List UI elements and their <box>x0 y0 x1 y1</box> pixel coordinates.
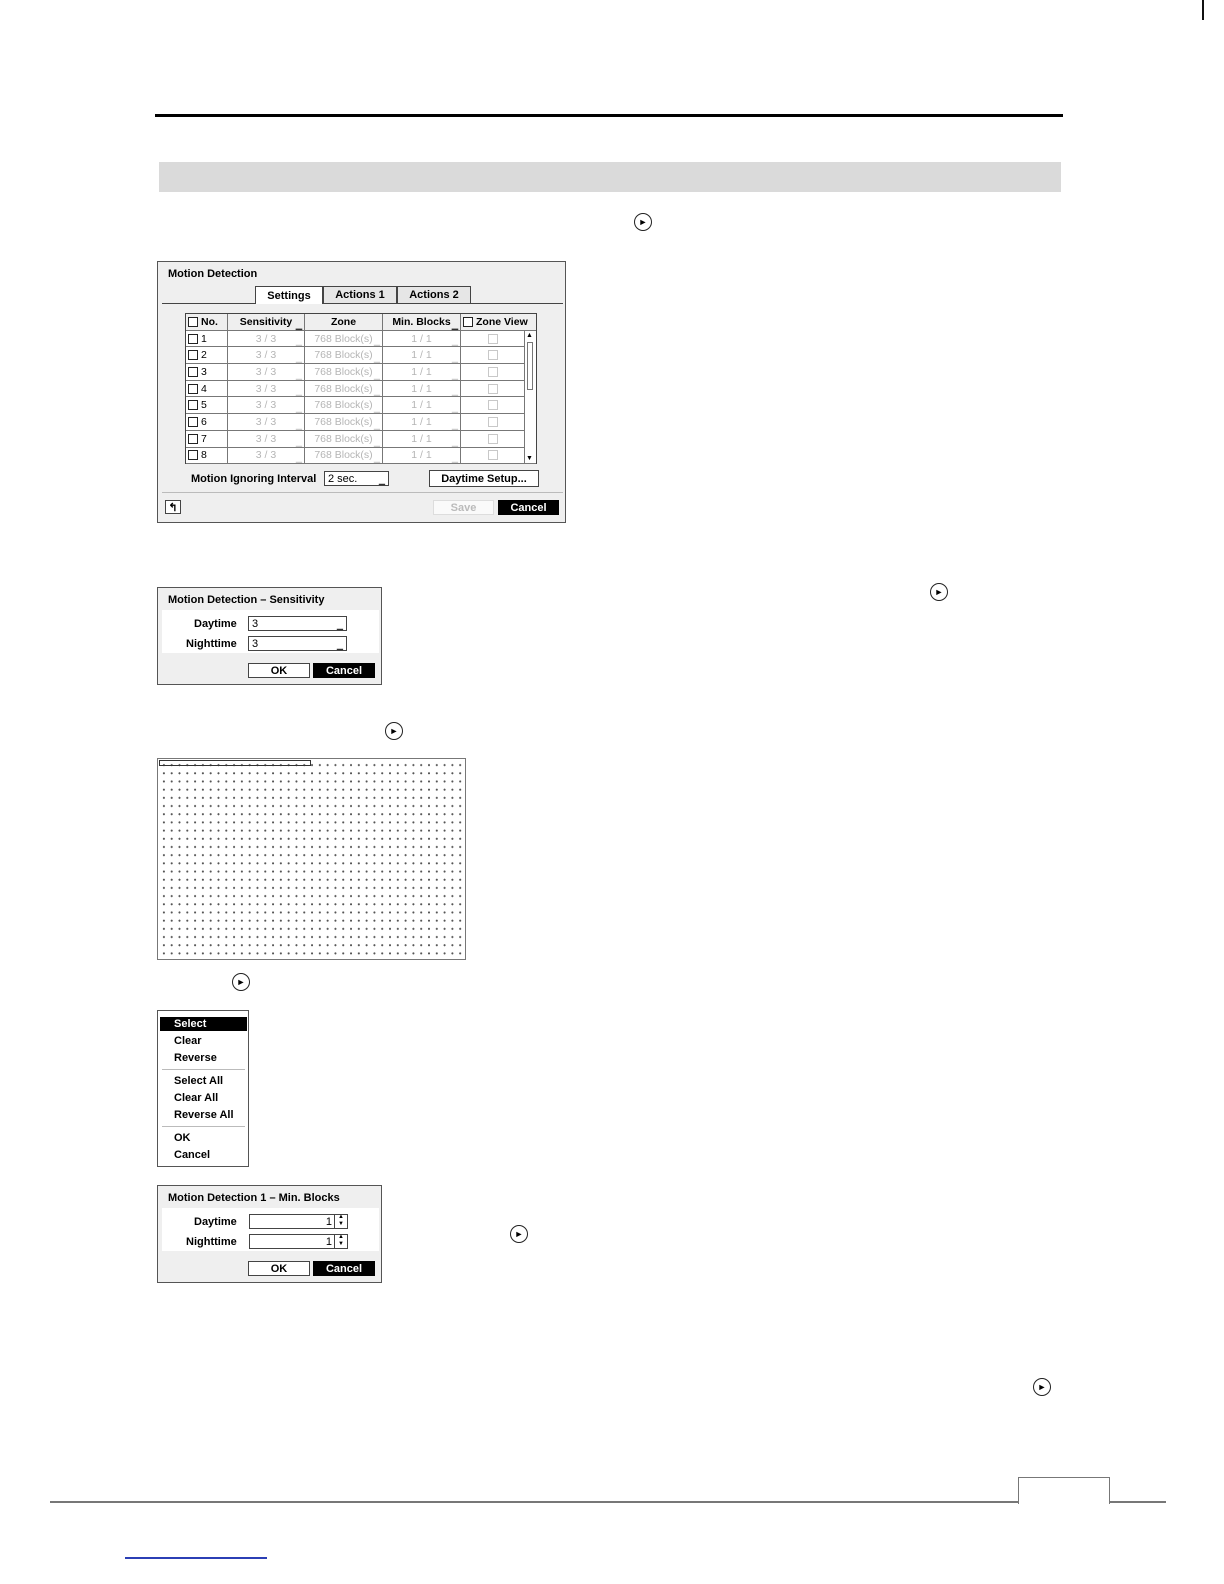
daytime-select[interactable]: 3 ▁ <box>248 616 347 631</box>
interval-label: Motion Ignoring Interval <box>191 473 317 485</box>
row-zone-view-cell[interactable] <box>461 448 525 464</box>
table-body <box>186 331 536 465</box>
row-sensitivity-cell[interactable]: 3 / 3 ▁ <box>228 431 305 447</box>
dropdown-icon: ▁ <box>373 354 380 364</box>
row-checkbox[interactable] <box>188 400 198 410</box>
zone-block-grid[interactable] <box>157 758 466 960</box>
cancel-button[interactable]: Cancel <box>313 1261 375 1276</box>
row-zone-view-cell[interactable] <box>461 347 525 363</box>
table-row[interactable] <box>186 364 536 381</box>
dropdown-icon: ▁ <box>295 337 302 347</box>
table-header <box>186 314 536 331</box>
row-sensitivity-cell[interactable]: 3 / 3 ▁ <box>228 347 305 363</box>
dropdown-icon: ▁ <box>336 641 343 650</box>
menu-divider <box>162 1126 245 1127</box>
nighttime-label: Nighttime <box>186 638 237 650</box>
table-scrollbar[interactable] <box>524 331 536 463</box>
menu-item-reverse[interactable]: Reverse <box>174 1052 217 1064</box>
row-min-blocks-cell[interactable]: 1 / 1 ▁ <box>383 397 461 413</box>
dialog-title: Motion Detection 1 – Min. Blocks <box>168 1192 340 1204</box>
zone-view-checkbox[interactable] <box>488 334 498 344</box>
row-zone-cell[interactable]: 768 Block(s) ▁ <box>305 431 383 447</box>
play-pause-icon: ► <box>385 722 403 740</box>
row-sensitivity-cell[interactable]: 3 / 3 ▁ <box>228 381 305 397</box>
dropdown-icon: ▁ <box>373 387 380 397</box>
table-row[interactable] <box>186 414 536 431</box>
tab-settings[interactable]: Settings <box>255 286 323 304</box>
dropdown-icon: ▁ <box>373 437 380 447</box>
dropdown-icon: ▁ <box>295 404 302 414</box>
zone-view-checkbox[interactable] <box>488 417 498 427</box>
tab-baseline <box>162 303 563 304</box>
save-button[interactable]: Save <box>433 500 494 515</box>
row-zone-cell[interactable]: 768 Block(s) ▁ <box>305 414 383 430</box>
zone-view-all-checkbox[interactable] <box>463 317 473 327</box>
row-no-cell[interactable]: 6 <box>186 414 228 430</box>
scroll-up-icon[interactable]: ▲ <box>526 332 533 339</box>
play-pause-icon: ► <box>510 1225 528 1243</box>
nighttime-label: Nighttime <box>186 1236 237 1248</box>
zone-popup-menu <box>157 1010 249 1167</box>
zone-view-checkbox[interactable] <box>488 400 498 410</box>
dropdown-icon: ▁ <box>295 437 302 447</box>
play-pause-icon: ► <box>1033 1378 1051 1396</box>
row-sensitivity-cell[interactable]: 3 / 3 ▁ <box>228 364 305 380</box>
menu-item-clear[interactable]: Clear <box>174 1035 202 1047</box>
row-no-cell[interactable]: 8 <box>186 448 228 464</box>
dropdown-icon: ▁ <box>451 354 458 364</box>
footer-rule <box>50 1501 1166 1503</box>
dropdown-icon: ▁ <box>451 387 458 397</box>
table-row[interactable] <box>186 431 536 448</box>
table-row[interactable] <box>186 397 536 414</box>
play-pause-icon: ► <box>232 973 250 991</box>
row-zone-view-cell[interactable] <box>461 431 525 447</box>
dialog-title: Motion Detection – Sensitivity <box>168 594 325 606</box>
daytime-label: Daytime <box>194 618 237 630</box>
page-number-tab <box>1018 1477 1110 1504</box>
header-zone: Zone <box>305 314 383 330</box>
dropdown-icon: ▁ <box>295 354 302 364</box>
header-zone-view[interactable]: Zone View <box>461 314 536 330</box>
dropdown-icon: ▁ <box>451 404 458 414</box>
row-no-cell[interactable]: 4 <box>186 381 228 397</box>
dropdown-icon: ▁ <box>451 370 458 380</box>
footer-link-underline[interactable] <box>125 1557 267 1559</box>
daytime-setup-button[interactable]: Daytime Setup... <box>429 470 539 487</box>
row-checkbox[interactable] <box>188 334 198 344</box>
menu-item-ok[interactable]: OK <box>174 1132 191 1144</box>
menu-item-select[interactable]: Select <box>160 1017 247 1031</box>
return-arrow-icon[interactable]: ↰ <box>165 500 181 514</box>
row-zone-view-cell[interactable] <box>461 414 525 430</box>
header-rule <box>155 114 1063 117</box>
zone-view-checkbox[interactable] <box>488 367 498 377</box>
row-min-blocks-cell[interactable]: 1 / 1 ▁ <box>383 381 461 397</box>
motion-detection-dialog <box>157 261 566 523</box>
cancel-button[interactable]: Cancel <box>498 500 559 515</box>
zone-view-checkbox[interactable] <box>488 350 498 360</box>
dropdown-icon: ▁ <box>295 370 302 380</box>
dropdown-icon: ▁ <box>373 404 380 414</box>
select-all-checkbox[interactable] <box>188 317 198 327</box>
interval-select[interactable]: 2 sec. ▁ <box>324 471 389 486</box>
row-zone-view-cell[interactable] <box>461 381 525 397</box>
dropdown-icon: ▁ <box>373 370 380 380</box>
row-min-blocks-cell[interactable]: 1 / 1 ▁ <box>383 431 461 447</box>
section-header-bar <box>159 162 1061 192</box>
row-no-cell[interactable]: 7 <box>186 431 228 447</box>
row-checkbox[interactable] <box>188 417 198 427</box>
stepper-arrows-icon[interactable]: ▲ ▼ <box>334 1214 347 1229</box>
row-sensitivity-cell[interactable]: 3 / 3 ▁ <box>228 448 305 464</box>
dropdown-icon: ▁ <box>373 420 380 430</box>
nighttime-stepper[interactable]: 1 ▲ ▼ <box>249 1234 348 1249</box>
row-sensitivity-cell[interactable]: 3 / 3 ▁ <box>228 331 305 347</box>
dropdown-icon: ▁ <box>378 476 385 485</box>
row-checkbox[interactable] <box>188 367 198 377</box>
play-pause-icon: ► <box>930 583 948 601</box>
row-zone-cell[interactable]: 768 Block(s) ▁ <box>305 331 383 347</box>
row-sensitivity-cell[interactable]: 3 / 3 ▁ <box>228 397 305 413</box>
zone-view-checkbox[interactable] <box>488 384 498 394</box>
dropdown-icon: ▁ <box>451 454 458 464</box>
nighttime-select[interactable]: 3 ▁ <box>248 636 347 651</box>
row-checkbox[interactable] <box>188 350 198 360</box>
row-sensitivity-cell[interactable]: 3 / 3 ▁ <box>228 414 305 430</box>
zone-selection-cursor[interactable] <box>159 760 311 766</box>
table-row[interactable] <box>186 331 536 348</box>
row-checkbox[interactable] <box>188 384 198 394</box>
table-row[interactable] <box>186 347 536 364</box>
table-row[interactable] <box>186 448 536 465</box>
row-zone-cell[interactable]: 768 Block(s) ▁ <box>305 397 383 413</box>
scroll-thumb[interactable] <box>527 342 533 390</box>
dropdown-icon: ▁ <box>336 621 343 630</box>
page-corner-mark <box>1202 0 1204 20</box>
row-min-blocks-cell[interactable]: 1 / 1 ▁ <box>383 347 461 363</box>
sensitivity-dialog <box>157 587 382 685</box>
row-min-blocks-cell[interactable]: 1 / 1 ▁ <box>383 331 461 347</box>
menu-item-cancel[interactable]: Cancel <box>174 1149 211 1161</box>
menu-divider <box>162 1069 245 1070</box>
min-blocks-dialog <box>157 1185 382 1283</box>
zone-view-checkbox[interactable] <box>488 450 498 460</box>
tab-actions-1[interactable]: Actions 1 <box>323 286 397 303</box>
menu-item-select-all[interactable]: Select All <box>174 1075 224 1087</box>
tab-actions-2[interactable]: Actions 2 <box>397 286 471 303</box>
row-min-blocks-cell[interactable]: 1 / 1 ▁ <box>383 414 461 430</box>
ok-button[interactable]: OK <box>248 1261 310 1276</box>
row-no-cell[interactable]: 2 <box>186 347 228 363</box>
dropdown-icon: ▁ <box>295 387 302 397</box>
dialog-title: Motion Detection <box>168 268 258 280</box>
row-zone-cell[interactable]: 768 Block(s) ▁ <box>305 381 383 397</box>
row-min-blocks-cell[interactable]: 1 / 1 ▁ <box>383 448 461 464</box>
row-zone-cell[interactable]: 768 Block(s) ▁ <box>305 347 383 363</box>
row-checkbox[interactable] <box>188 434 198 444</box>
dropdown-icon: ▁ <box>451 337 458 347</box>
dropdown-icon: ▁ <box>373 454 380 464</box>
dropdown-icon: ▁ <box>295 420 302 430</box>
menu-item-clear-all[interactable]: Clear All <box>174 1092 219 1104</box>
footer-divider <box>162 492 563 493</box>
motion-table <box>185 313 537 464</box>
header-sensitivity: Sensitivity ▁ <box>228 314 305 330</box>
row-checkbox[interactable] <box>188 450 198 460</box>
row-zone-cell[interactable]: 768 Block(s) ▁ <box>305 448 383 464</box>
scroll-down-icon[interactable]: ▼ <box>526 455 533 462</box>
daytime-label: Daytime <box>194 1216 237 1228</box>
row-zone-view-cell[interactable] <box>461 331 525 347</box>
row-no-cell[interactable]: 3 <box>186 364 228 380</box>
daytime-stepper[interactable]: 1 ▲ ▼ <box>249 1214 348 1229</box>
row-min-blocks-cell[interactable]: 1 / 1 ▁ <box>383 364 461 380</box>
dropdown-icon: ▁ <box>451 437 458 447</box>
dropdown-icon: ▁ <box>451 420 458 430</box>
row-no-cell[interactable]: 1 <box>186 331 228 347</box>
ok-button[interactable]: OK <box>248 663 310 678</box>
row-no-cell[interactable]: 5 <box>186 397 228 413</box>
row-zone-view-cell[interactable] <box>461 364 525 380</box>
dropdown-icon: ▁ <box>373 337 380 347</box>
header-min-blocks: Min. Blocks ▁ <box>383 314 461 330</box>
dropdown-icon: ▁ <box>295 454 302 464</box>
cancel-button[interactable]: Cancel <box>313 663 375 678</box>
menu-item-reverse-all[interactable]: Reverse All <box>174 1109 234 1121</box>
table-row[interactable] <box>186 381 536 398</box>
zone-view-checkbox[interactable] <box>488 434 498 444</box>
row-zone-view-cell[interactable] <box>461 397 525 413</box>
stepper-arrows-icon[interactable]: ▲ ▼ <box>334 1234 347 1249</box>
row-zone-cell[interactable]: 768 Block(s) ▁ <box>305 364 383 380</box>
header-no[interactable]: No. <box>186 314 228 330</box>
play-pause-icon: ► <box>634 213 652 231</box>
